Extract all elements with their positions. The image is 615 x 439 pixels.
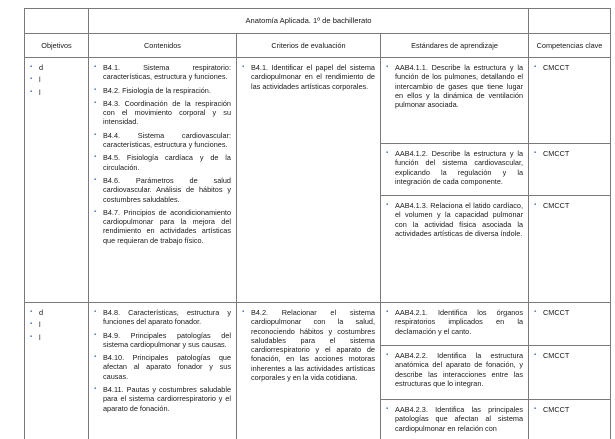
- estandar-item: ▪ AAB4.1.3. Relaciona el latido cardíaco, el volumen y la capacidad pulmonar con la actividad física asociada la actividades artísticas de diversa índole.: [386, 201, 523, 238]
- estandar-cell: [381, 400, 529, 439]
- contenido-item: ▪ B4.8. Características, estructura y funciones del aparato fonador.: [94, 308, 231, 327]
- objetivos-cell: [25, 58, 89, 303]
- objetivo-item: ▪ d: [30, 63, 83, 72]
- competencia-item: ▪ CMCCT: [534, 351, 605, 360]
- contenido-item: ▪ B4.4. Sistema cardiovascular: características, estructura y funciones.: [94, 131, 231, 150]
- competencia-cell: [529, 196, 611, 303]
- competencia-item: ▪ CMCCT: [534, 308, 605, 317]
- header-competencias: Competencias clave: [529, 34, 611, 58]
- contenido-item: ▪ B4.6. Parámetros de salud cardiovascular. Análisis de hábitos y costumbres saludables.: [94, 176, 231, 204]
- criterio-item: ▪ B4.2. Relacionar el sistema cardiopulmonar con la salud, reconociendo hábitos y costumbres saludables para el sistema cardiorrespiratorio y el aparato de fonación, en las acciones motoras inherentes a las actividades artísticas corporales y en la vida cotidiana.: [242, 308, 375, 382]
- table-title: Anatomía Aplicada. 1º de bachillerato: [89, 9, 529, 34]
- estandar-item: ▪ AAB4.2.2. Identifica la estructura anatómica del aparato de fonación, y describe las interacciones entre las estructuras que lo integran.: [386, 351, 523, 388]
- estandar-item: ▪ AAB4.2.1. Identifica los órganos respiratorios implicados en la declamación y el canto.: [386, 308, 523, 336]
- objetivo-item: ▪ l: [30, 75, 83, 84]
- objetivos-cell: [25, 303, 89, 439]
- estandar-item: ▪ AAB4.1.2. Describe la estructura y la función del sistema cardiovascular, explicando la regulación y la integración de cada componente.: [386, 149, 523, 186]
- objetivo-item: ▪ l: [30, 88, 83, 97]
- contenidos-cell: [89, 58, 237, 303]
- objetivo-item: ▪ d: [30, 308, 83, 317]
- contenido-item: ▪ B4.7. Principios de acondicionamiento cardiopulmonar para la mejora del rendimiento en actividades artísticas que requieran de trabajo físico.: [94, 208, 231, 245]
- contenido-item: ▪ B4.3. Coordinación de la respiración con el movimiento corporal y su intensidad.: [94, 99, 231, 127]
- contenido-item: ▪ B4.10. Principales patologías que afectan al aparato fonador y sus causas.: [94, 353, 231, 381]
- competencia-item: ▪ CMCCT: [534, 63, 605, 72]
- competencia-item: ▪ CMCCT: [534, 149, 605, 158]
- competencia-item: ▪ CMCCT: [534, 201, 605, 210]
- curriculum-table: [24, 8, 611, 439]
- competencia-item: ▪ CMCCT: [534, 405, 605, 414]
- empty-title-cell: [529, 9, 611, 34]
- estandar-cell: [381, 144, 529, 196]
- estandar-item: ▪ AAB4.2.3. Identifica las principales patologías que afectan al sistema cardiopulmonar en relación con: [386, 405, 523, 433]
- criterio-item: ▪ B4.1. Identificar el papel del sistema cardiopulmonar en el rendimiento de las actividades artísticas corporales.: [242, 63, 375, 91]
- estandar-cell: [381, 196, 529, 303]
- estandar-cell: [381, 303, 529, 346]
- header-criterios: Criterios de evaluación: [237, 34, 381, 58]
- table-row: [25, 303, 611, 346]
- contenido-item: ▪ B4.9. Principales patologías del sistema cardiopulmonar y sus causas.: [94, 331, 231, 350]
- table-row: [25, 58, 611, 144]
- competencia-cell: [529, 303, 611, 346]
- estandar-cell: [381, 58, 529, 144]
- objetivo-item: ▪ l: [30, 320, 83, 329]
- estandar-item: ▪ AAB4.1.1. Describe la estructura y la función de los pulmones, detallando el intercambio de gases que tiene lugar en ellos y la dinámica de ventilación pulmonar asociada.: [386, 63, 523, 109]
- contenido-item: ▪ B4.11. Pautas y costumbres saludable para el sistema cardiorrespiratorio y el aparato de fonación.: [94, 385, 231, 413]
- contenidos-cell: [89, 303, 237, 439]
- contenido-item: ▪ B4.5. Fisiología cardíaca y de la circulación.: [94, 153, 231, 172]
- estandar-cell: [381, 346, 529, 400]
- contenido-item: ▪ B4.2. Fisiología de la respiración.: [94, 86, 231, 95]
- competencia-cell: [529, 58, 611, 144]
- header-objetivos: Objetivos: [25, 34, 89, 58]
- contenido-item: ▪ B4.1. Sistema respiratorio: características, estructura y funciones.: [94, 63, 231, 82]
- objetivo-item: ▪ l: [30, 333, 83, 342]
- criterios-cell: [237, 58, 381, 303]
- empty-corner-cell: [25, 9, 89, 34]
- competencia-cell: [529, 346, 611, 400]
- competencia-cell: [529, 400, 611, 439]
- header-estandares: Estándares de aprendizaje: [381, 34, 529, 58]
- criterios-cell: [237, 303, 381, 439]
- competencia-cell: [529, 144, 611, 196]
- header-contenidos: Contenidos: [89, 34, 237, 58]
